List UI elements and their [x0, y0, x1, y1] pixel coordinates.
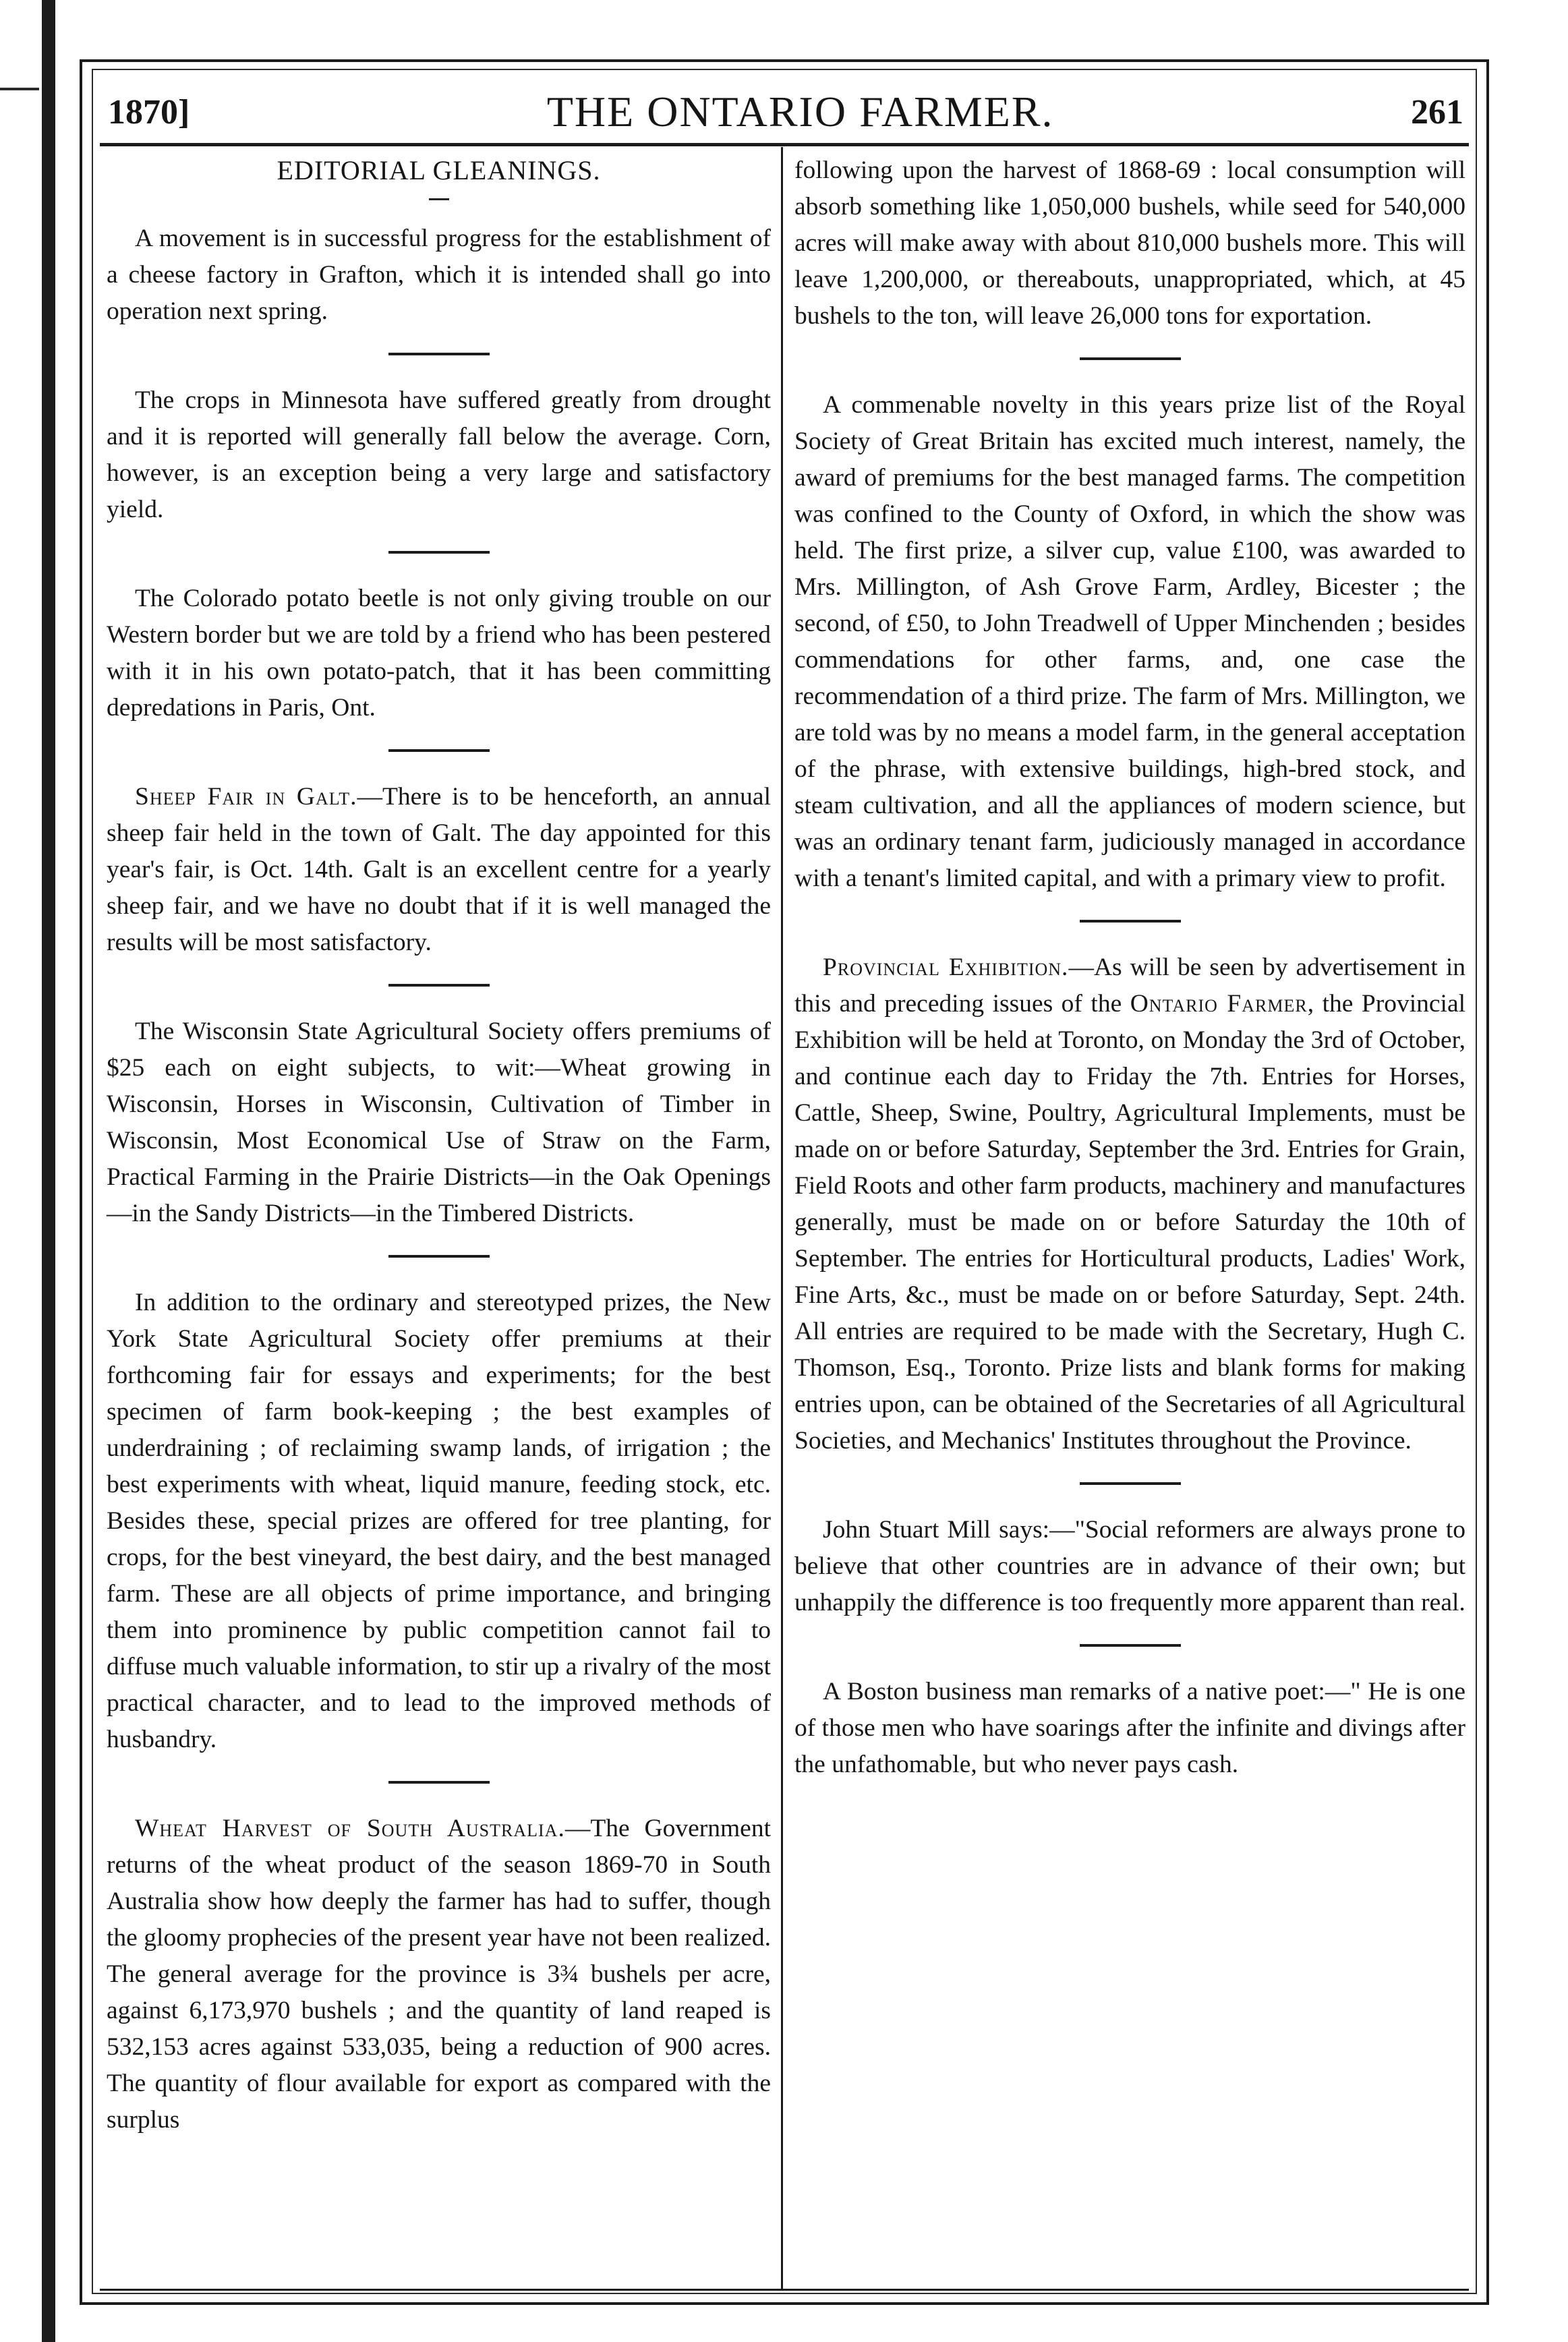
item-new-york-prizes: In addition to the ordinary and stereotyped prizes, the New York State Agricultural Society offer premiums at their forthcoming fair for essays and experiments; for the best specimen of farm book-keeping ; the best examples of underdraining ; of reclaiming swamp lands, of irrigation ; the best experiments with wheat, liquid manure, feeding stock, etc. Besides these, special prizes are offered for tree planting, for crops, for the best vineyard, the best dairy, and the best managed farm. These are all objects of prime importance, and bringing them into prominence by public competition cannot fail to diffuse much valuable information, to stir up a rivalry of the most practical character, and to lead to the improved methods of husbandry.: [107, 1289, 771, 1753]
title-dash: [429, 198, 449, 200]
divider: [1080, 357, 1181, 360]
divider: [388, 1781, 490, 1784]
section-title: EDITORIAL GLEANINGS.: [277, 155, 601, 185]
item-wheat-continued: following upon the harvest of 1868-69 : local consumption will absorb something like 1,050,000 bushels, while seed for 540,000 acres will make away with about 810,000 bushels more. This will leave 1,200,000, or thereabouts, unappropriated, which, at 45 bushels to the ton, will leave 26,000 tons for exportation.: [794, 156, 1465, 330]
item-provincial-exhibition: [794, 949, 1465, 1459]
header-date: 1870]: [108, 92, 190, 131]
binding-edge: [42, 0, 55, 2342]
divider: [388, 551, 490, 554]
item-potato-beetle: The Colorado potato beetle is not only giving trouble on our Western border but we are told by a friend who has been pestered with it in his own potato-patch, that it has been committing depredations in Paris, Ont.: [107, 585, 771, 722]
item-royal-society-prizes: A commenable novelty in this years prize list of the Royal Society of Great Britain has excited much interest, namely, the award of premiums for the best managed farms. The competition was confined to the County of Oxford, in which the show was held. The first prize, a silver cup, value £100, was awarded to Mrs. Millington, of Ash Grove Farm, Ardley, Bicester ; the second, of £50, to John Treadwell of Upper Minchenden ; besides commendations for other farms, and, one case the recommendation of a third prize. The farm of Mrs. Millington, we are told was by no means a model farm, in the general acceptation of the phrase, with extensive buildings, high-bred stock, and steam cultivation, and all the appliances of modern science, but was an ordinary tenant farm, judiciously managed in accordance with a tenant's limited capital, and with a primary view to profit.: [794, 391, 1465, 892]
item-sheep-fair: [107, 779, 771, 961]
item-heading: Provincial Exhibition.: [823, 954, 1069, 981]
divider: [1080, 1482, 1181, 1485]
page-number: 261: [1410, 92, 1463, 131]
item-minnesota-crops: The crops in Minnesota have suffered greatly from drought and it is reported will generally fall below the average. Corn, however, is an exception being a very large and satisfactory yield.: [107, 386, 771, 523]
divider: [388, 353, 490, 355]
page-header: [108, 80, 1463, 144]
item-body: —The Government returns of the wheat product of the season 1869-70 in South Australia show how deeply the farmer has had to suffer, though the gloomy prophecies of the present year have not been realized. The general average for the province is 3¾ bushels per acre, against 6,173,970 bushels ; and the quantity of land reaped is 532,153 acres against 533,035, being a reduction of 900 acres. The quantity of flour available for export as compared with the surplus: [107, 1815, 771, 2134]
column-rule: [781, 147, 783, 2289]
journal-title: THE ONTARIO FARMER.: [546, 88, 1054, 136]
item-body: —As will be seen by advertisement in this and preceding issues of the: [794, 954, 1465, 1018]
item-body: —There is to be henceforth, an annual sheep fair held in the town of Galt. The day appointed for this year's fair, is Oct. 14th. Galt is an excellent centre for a yearly sheep fair, and we have no doubt that if it is well managed the results will be most satisfactory.: [107, 783, 771, 956]
header-rule: [100, 143, 1469, 146]
item-mill-quote: John Stuart Mill says:—"Social reformers are always prone to believe that other countries are in advance of their own; but unhappily the difference is too frequently more apparent than real.: [794, 1516, 1465, 1616]
right-column: [794, 152, 1465, 1783]
divider: [1080, 1644, 1181, 1647]
divider: [1080, 920, 1181, 923]
item-boston-remark: A Boston business man remarks of a native poet:—" He is one of those men who have soarings after the infinite and divings after the unfathomable, but who never pays cash.: [794, 1678, 1465, 1778]
journal-name: Ontario Farmer: [1130, 990, 1308, 1018]
item-heading: Wheat Harvest of South Australia.: [135, 1815, 565, 1842]
item-heading: Sheep Fair in Galt.: [135, 783, 357, 811]
bottom-rule: [100, 2289, 1469, 2291]
item-south-australia-wheat: [107, 1811, 771, 2138]
binding-mark: [0, 88, 39, 90]
item-grafton-cheese: A movement is in successful progress for the establishment of a cheese factory in Grafton, which it is intended shall go into operation next spring.: [107, 225, 771, 325]
divider: [388, 1255, 490, 1258]
item-wisconsin-premiums: The Wisconsin State Agricultural Society offers premiums of $25 each on eight subjects, to wit:—Wheat growing in Wisconsin, Horses in Wisconsin, Cultivation of Timber in Wisconsin, Most Economical Use of Straw on the Farm, Practical Farming in the Prairie Districts—in the Oak Openings—in the Sandy Districts—in the Timbered Districts.: [107, 1018, 771, 1227]
left-column: [107, 152, 771, 2138]
divider: [388, 984, 490, 987]
divider: [388, 749, 490, 752]
item-body: , the Provincial Exhibition will be held at Toronto, on Monday the 3rd of October, and continue each day to Friday the 7th. Entries for Horses, Cattle, Sheep, Swine, Poultry, Agricultural Implements, must be made on or before Saturday, September the 3rd. Entries for Grain, Field Roots and other farm products, machinery and manufactures generally, must be made on or before Saturday the 10th of September. The entries for Horticultural products, Ladies' Work, Fine Arts, &c., must be made on or before Saturday, Sept. 24th. All entries are required to be made with the Secretary, Hugh C. Thomson, Esq., Toronto. Prize lists and blank forms for making entries upon, can be obtained of the Secretaries of all Agricultural Societies, and Mechanics' Institutes throughout the Province.: [794, 990, 1466, 1455]
